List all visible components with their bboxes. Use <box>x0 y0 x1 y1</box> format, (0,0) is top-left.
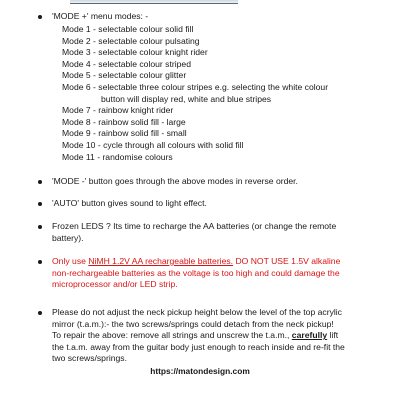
mode-item-6: Mode 6 - selectable three colour stripes e.g. selecting the white colour <box>62 81 329 92</box>
mode-item-10: Mode 10 - cycle through all colours with solid fill <box>62 139 244 150</box>
battery-warning <box>52 256 387 291</box>
frozen-line-1: Frozen LEDS ? Its time to recharge the AA batteries (or change the remote <box>52 221 337 231</box>
pickup-line-3-c: lift <box>327 330 339 341</box>
pickup-line-4: the t.a.m. away from the guitar body just enough to reach inside and re-fit the <box>52 341 345 352</box>
mode-item-3: Mode 3 - selectable colour knight rider <box>62 47 208 58</box>
mode-item-9: Mode 9 - rainbow solid fill - small <box>62 128 187 139</box>
mode-item-4: Mode 4 - selectable colour striped <box>62 58 191 69</box>
warning-line-2: non-rechargeable batteries as the voltage is too high and could damage the <box>52 267 340 278</box>
warning-line-1-a: Only use <box>52 256 89 266</box>
mode-item-11: Mode 11 - randomise colours <box>62 151 173 162</box>
pickup-text <box>52 307 387 365</box>
pickup-line-3-a: To repair the above: remove all strings and unscrew the t.a.m., <box>52 330 292 341</box>
frozen-line-2: battery). <box>52 232 84 243</box>
modes-list <box>62 24 392 163</box>
auto-text: 'AUTO' button gives sound to light effect. <box>52 198 207 208</box>
footer-url-link[interactable]: https://matondesign.com <box>150 366 250 376</box>
mode-item-7: Mode 7 - rainbow knight rider <box>62 105 174 116</box>
mode-item-8: Mode 8 - rainbow solid fill - large <box>62 116 186 127</box>
pickup-line-2: mirror (t.a.m.):- the two screws/springs could detach from the neck pickup! <box>52 318 334 329</box>
pickup-line-5: two screws/springs. <box>52 353 127 364</box>
mode-item-5: Mode 5 - selectable colour glitter <box>62 70 187 81</box>
pickup-line-1: Please do not adjust the neck pickup height below the level of the top acrylic <box>52 307 342 317</box>
mode-item-6-continued: button will display red, white and blue stripes <box>101 93 272 104</box>
mode-plus-title: 'MODE +' menu modes: - <box>52 11 149 21</box>
frozen-leds-text <box>52 221 387 244</box>
warning-line-3: microprocessor and/or LED strip. <box>52 279 178 290</box>
mode-minus-text: 'MODE -' button goes through the above modes in reverse order. <box>52 176 298 186</box>
mode-item-2: Mode 2 - selectable colour pulsating <box>62 35 200 46</box>
warning-line-1-b: NiMH 1.2V AA rechargeable batteries. <box>88 256 234 266</box>
top-cropped-header-bar <box>70 0 238 4</box>
warning-line-1 <box>52 256 387 268</box>
pickup-line-3 <box>52 330 387 342</box>
mode-item-1: Mode 1 - selectable colour solid fill <box>62 24 194 34</box>
warning-line-1-c: DO NOT USE 1.5V alkaline <box>233 256 341 266</box>
pickup-line-3-b: carefully <box>291 330 328 341</box>
